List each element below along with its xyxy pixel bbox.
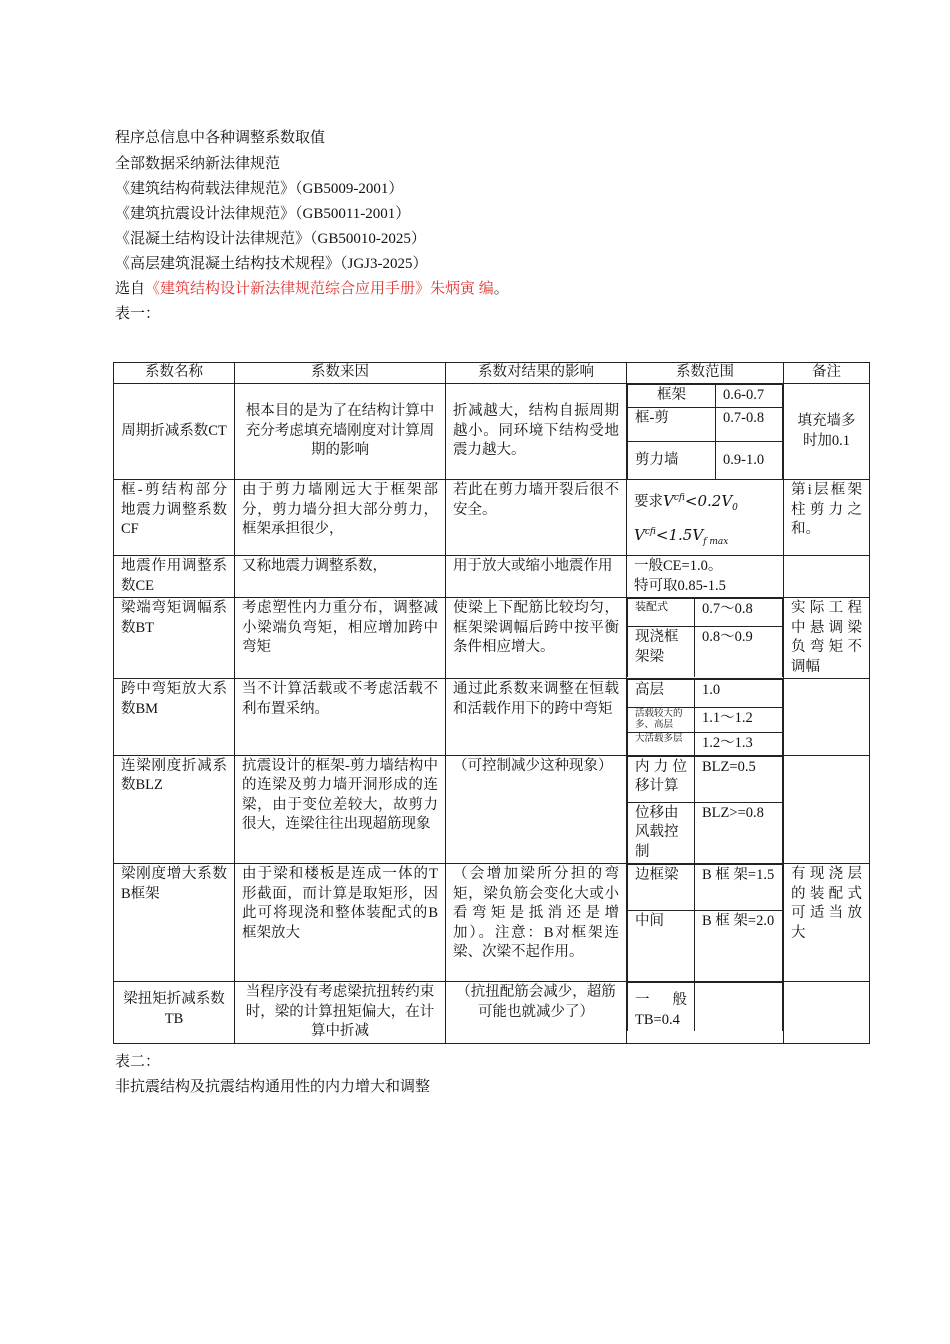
- range-value: BLZ=0.5: [695, 756, 783, 802]
- coef-cause: 由于剪力墙刚远大于框架部分，剪力墙分担大部分剪力，框架承担很少，: [235, 480, 446, 556]
- coef-effect: 用于放大或缩小地震作用: [446, 556, 627, 598]
- range-text-1: 一般CE=1.0。: [634, 558, 723, 574]
- coef-name: 地震作用调整系数CE: [114, 556, 235, 598]
- coef-note: 有现浇层的装配式可适当放大: [784, 864, 870, 982]
- table2-title: 非抗震结构及抗震结构通用性的内力增大和调整: [115, 1079, 431, 1095]
- table-row: [114, 480, 870, 556]
- range-label: 大活载多层: [628, 733, 695, 755]
- coef-range: [627, 755, 784, 864]
- range-value: 1.0: [695, 680, 783, 708]
- range-value: 0.8～0.9: [695, 627, 783, 677]
- range-subtable: [627, 756, 783, 864]
- table-header-row: [114, 363, 870, 384]
- coef-effect: 使梁上下配筋比较均匀，框架梁调幅后跨中按平衡条件相应增大。: [446, 598, 627, 679]
- coef-name: 框-剪结构部分地震力调整系数CF: [114, 480, 235, 556]
- table-row: [114, 556, 870, 598]
- source-suffix: 。: [493, 281, 509, 297]
- range-value: 0.6-0.7: [716, 385, 783, 408]
- header-effect: 系数对结果的影响: [446, 363, 627, 384]
- header-cause: 系数来因: [235, 363, 446, 384]
- range-value: B 框 架=2.0: [695, 911, 783, 981]
- source-prefix: 选自: [115, 281, 146, 297]
- range-subtable: [627, 384, 783, 479]
- range-value: 0.7-0.8: [716, 407, 783, 441]
- range-label: 高层: [628, 680, 695, 708]
- coef-range: [627, 384, 784, 480]
- range-subtable: [627, 982, 783, 1031]
- range-value: BLZ>=0.8: [695, 802, 783, 863]
- coef-effect: （抗扭配筋会减少，超筋可能也就减少了）: [446, 982, 627, 1044]
- doc-subtitle: 全部数据采纳新法律规范: [115, 156, 281, 172]
- formula-line-2: [634, 520, 776, 554]
- formula-1: $V^{cfi}<0.2V_0$: [663, 492, 738, 513]
- table-row: [114, 598, 870, 679]
- table1-label: 表一：: [115, 306, 161, 322]
- coef-effect: 折减越大，结构自振周期越小。同环境下结构受地震力越大。: [446, 384, 627, 480]
- coef-note: 实际工程中悬调梁负弯矩不调幅: [784, 598, 870, 679]
- range-label: 剪力墙: [628, 441, 716, 479]
- coef-cause: 当不计算活载或不考虑活载不利布置采纳。: [235, 679, 446, 756]
- range-value: 1.2～1.3: [695, 733, 783, 755]
- coef-name: 梁扭矩折减系数TB: [114, 982, 235, 1044]
- formula-2: $V^{cfi}<1.5V_{f max}$: [634, 526, 729, 547]
- table2-label: 表二：: [115, 1054, 161, 1070]
- coef-range-formula: [627, 480, 784, 556]
- table-row: [114, 384, 870, 480]
- reference-1: 《建筑结构荷载法律规范》（GB5009-2001）: [115, 181, 404, 197]
- coef-range: [627, 556, 784, 598]
- coef-note: [784, 679, 870, 756]
- range-label: 装配式: [628, 599, 695, 627]
- coefficient-table: [113, 362, 870, 1044]
- coef-name: 梁刚度增大系数B框架: [114, 864, 235, 982]
- range-value: B 框 架=1.5: [695, 865, 783, 911]
- coef-cause: 由于梁和楼板是连成一体的T形截面，而计算是取矩形，因此可将现浇和整体装配式的B框架放大: [235, 864, 446, 982]
- range-value: 0.7～0.8: [695, 599, 783, 627]
- coef-range: [627, 864, 784, 982]
- range-label: 内力位移计算: [628, 756, 695, 802]
- formula-prefix: 要求: [634, 494, 663, 510]
- range-label: 现浇框架梁: [628, 627, 695, 677]
- reference-2: 《建筑抗震设计法律规范》（GB50011-2001）: [115, 206, 411, 222]
- range-label: 位移由风载控制: [628, 802, 695, 863]
- header-range: 系数范围: [627, 363, 784, 384]
- header-name: 系数名称: [114, 363, 235, 384]
- range-label: 中间: [628, 911, 695, 981]
- range-label: 边框梁: [628, 865, 695, 911]
- coef-range: [627, 982, 784, 1044]
- range-label: 框架: [628, 385, 716, 408]
- coef-note: 填充墙多时加0.1: [784, 384, 870, 480]
- coef-cause: 根本目的是为了在结构计算中充分考虑填充墙刚度对计算周期的影响: [235, 384, 446, 480]
- formula-line-1: [634, 486, 776, 520]
- range-subtable: [627, 598, 783, 677]
- range-value: 0.9-1.0: [716, 441, 783, 479]
- range-subtable: [627, 864, 783, 981]
- header-note: 备注: [784, 363, 870, 384]
- coef-note: [784, 755, 870, 864]
- coef-note: 第i层框架柱剪力之和。: [784, 480, 870, 556]
- range-label: 框-剪: [628, 407, 716, 441]
- coef-range: [627, 679, 784, 756]
- coef-range: [627, 598, 784, 679]
- coef-note: [784, 556, 870, 598]
- reference-3: 《混凝土结构设计法律规范》（GB50010-2025）: [115, 231, 426, 247]
- reference-4: 《高层建筑混凝土结构技术规程》（JGJ3-2025）: [115, 256, 428, 272]
- coef-name: 连梁刚度折减系数BLZ: [114, 755, 235, 864]
- coef-name: 周期折减系数CT: [114, 384, 235, 480]
- coef-note: [784, 982, 870, 1044]
- table-row: [114, 864, 870, 982]
- coef-cause: 抗震设计的框架-剪力墙结构中的连梁及剪力墙开洞形成的连梁，由于变位差较大，故剪力很大，连梁往往出现超筋现象: [235, 755, 446, 864]
- coef-name: 梁端弯矩调幅系数BT: [114, 598, 235, 679]
- range-value: 1.1～1.2: [695, 708, 783, 733]
- table-row: [114, 755, 870, 864]
- range-label: 活载较大的多、高层: [628, 708, 695, 733]
- coef-cause: 当程序没有考虑梁抗扭转约束时，梁的计算扭矩偏大，在计算中折减: [235, 982, 446, 1044]
- coef-cause: 考虑塑性内力重分布，调整减小梁端负弯矩，相应增加跨中弯矩: [235, 598, 446, 679]
- coef-effect: （可控制减少这种现象）: [446, 755, 627, 864]
- source-line: [115, 279, 509, 299]
- coef-effect: （会增加梁所分担的弯矩，梁负筋会变化大或小看弯矩是抵消还是增加）。注意：B对框架连梁、次梁不起作用。: [446, 864, 627, 982]
- coef-effect: 若此在剪力墙开裂后很不安全。: [446, 480, 627, 556]
- range-subtable: [627, 679, 783, 755]
- coef-name: 跨中弯矩放大系数BM: [114, 679, 235, 756]
- coef-cause: 又称地震力调整系数，: [235, 556, 446, 598]
- table-row: [114, 982, 870, 1044]
- range-empty: [695, 983, 783, 1032]
- doc-title: 程序总信息中各种调整系数取值: [115, 130, 326, 146]
- range-text-2: 特可取0.85-1.5: [634, 577, 726, 594]
- table-row: [114, 679, 870, 756]
- range-value: 一 般TB=0.4: [628, 983, 695, 1032]
- coef-effect: 通过此系数来调整在恒载和活载作用下的跨中弯矩: [446, 679, 627, 756]
- source-book: 《建筑结构设计新法律规范综合应用手册》朱炳寅 编: [145, 281, 494, 297]
